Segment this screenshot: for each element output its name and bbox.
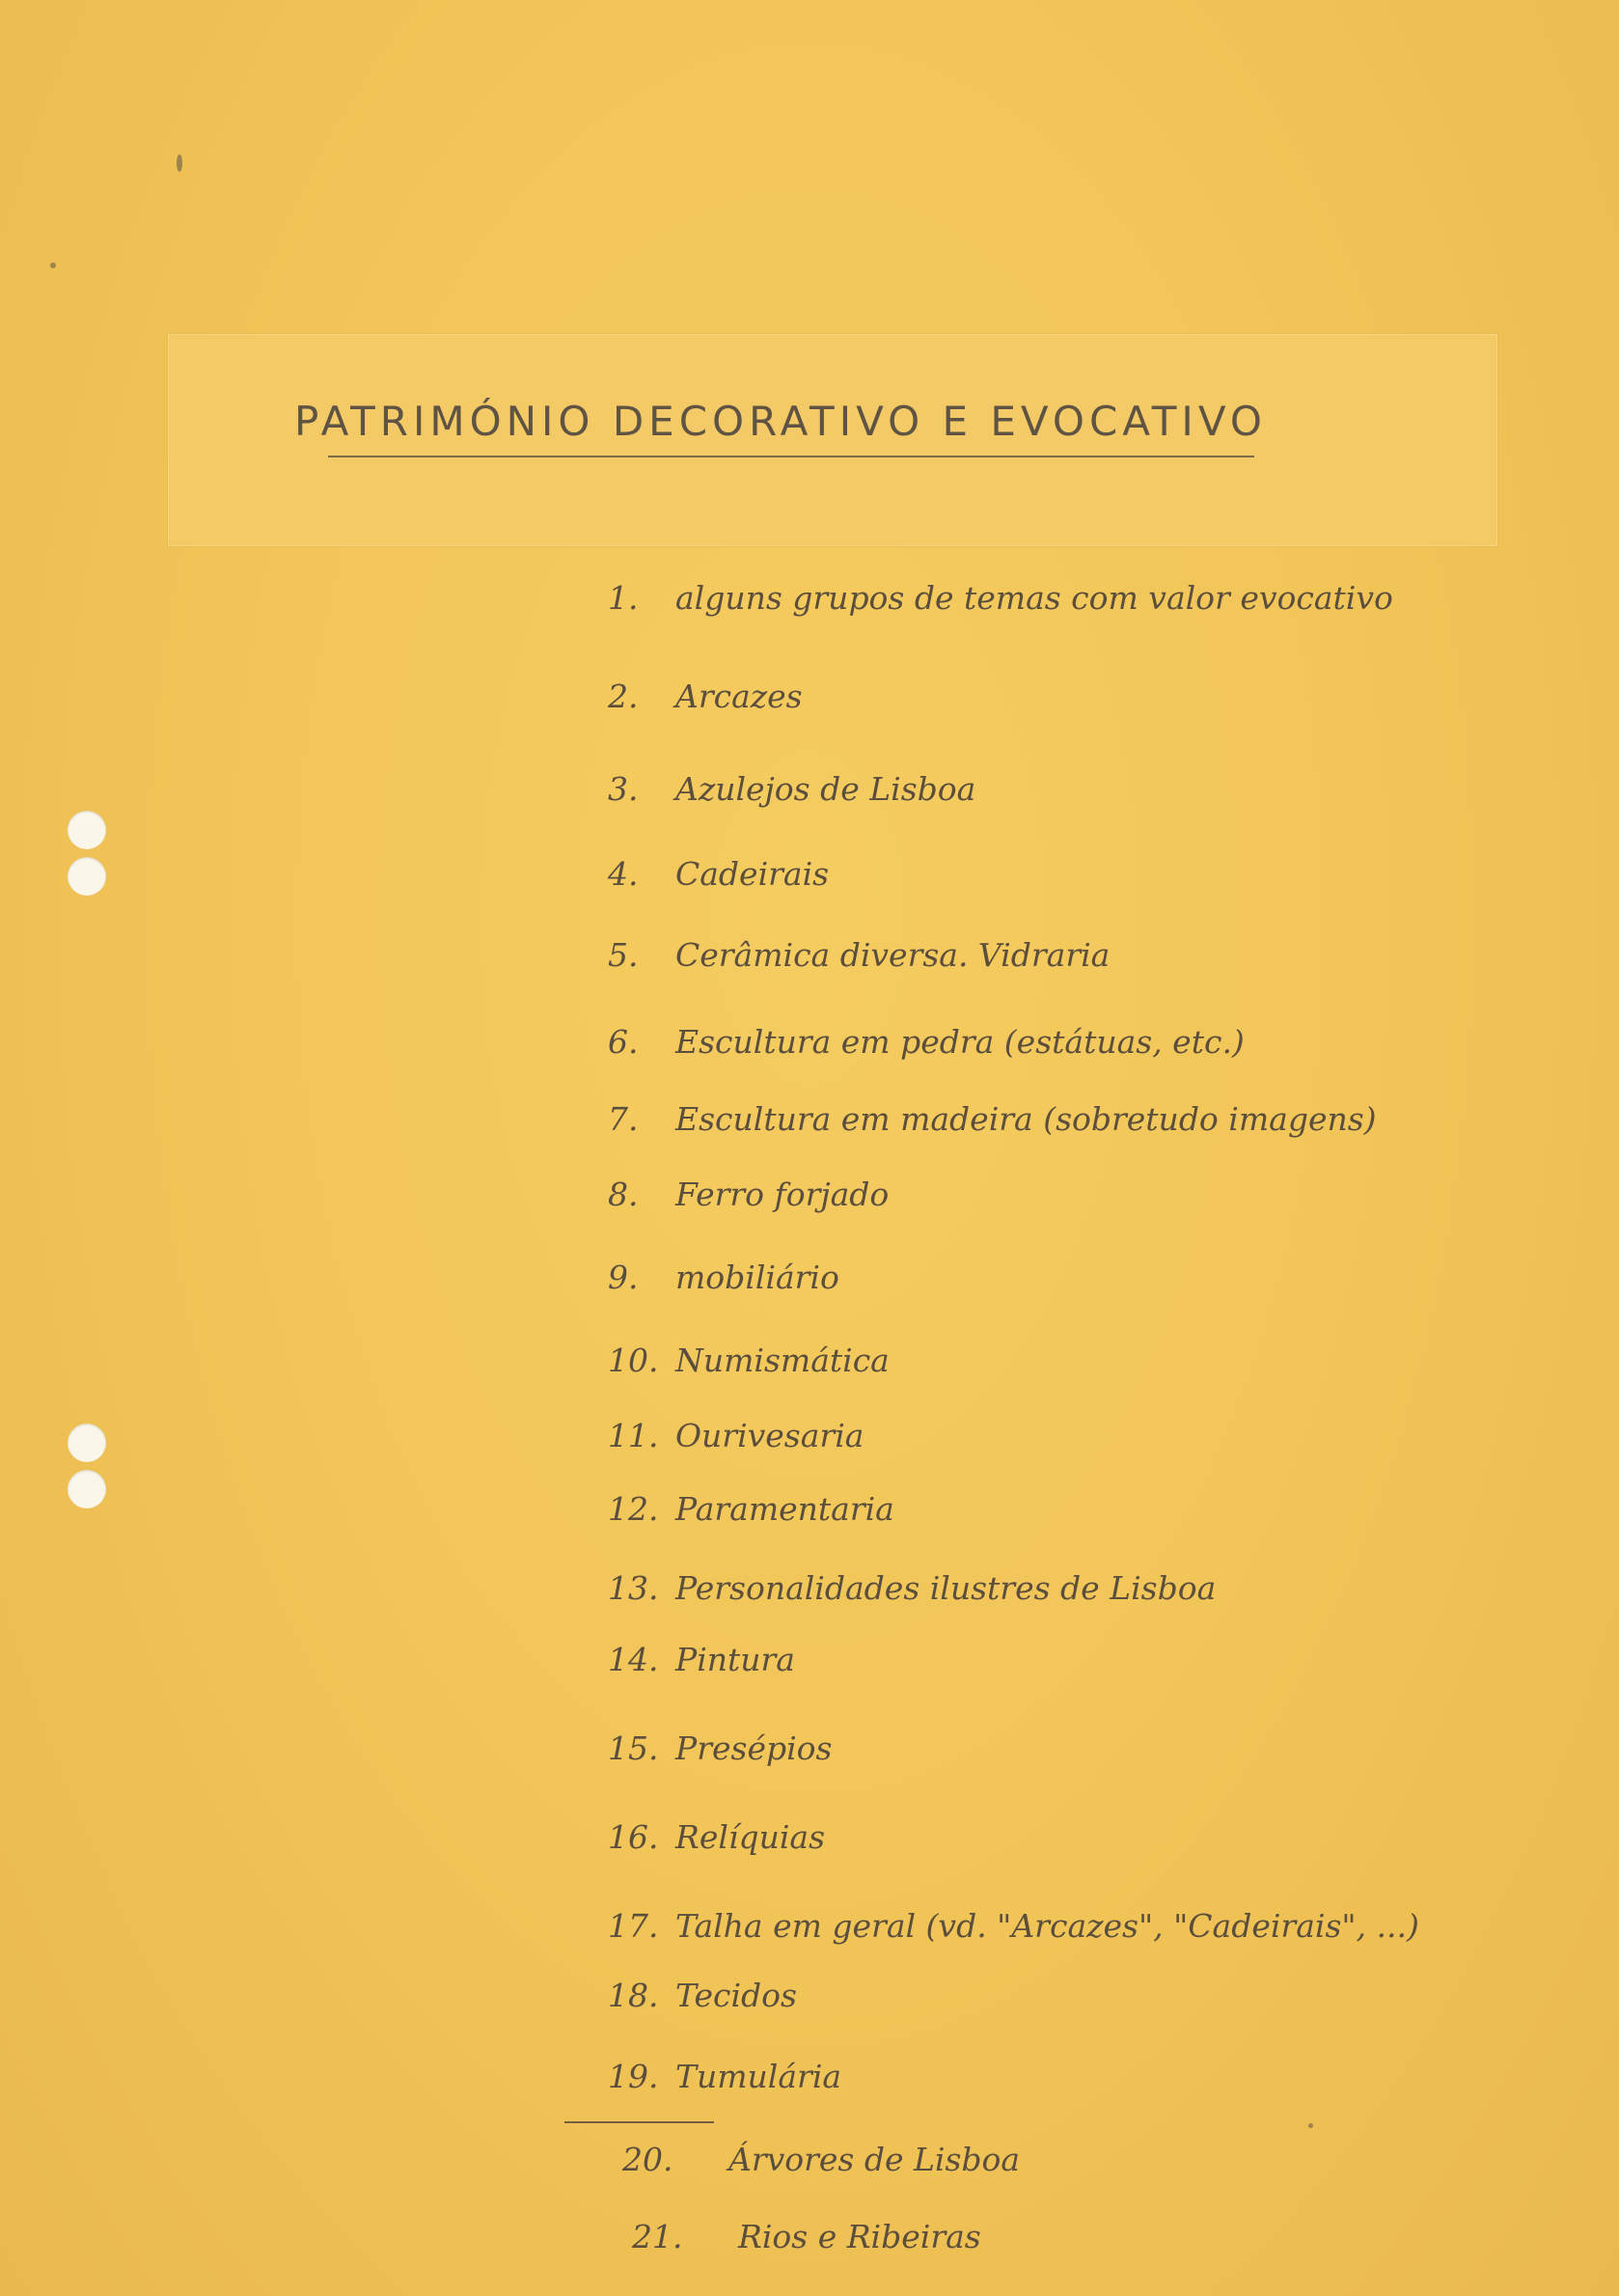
list-item bbox=[608, 1023, 1245, 1061]
item-number: 9. bbox=[608, 1259, 639, 1296]
item-number: 10. bbox=[608, 1342, 659, 1379]
list-item bbox=[608, 1176, 889, 1213]
list-item bbox=[632, 2218, 981, 2255]
item-number: 17. bbox=[608, 1907, 659, 1945]
item-text: Paramentaria bbox=[675, 1490, 894, 1528]
item-text: Tecidos bbox=[675, 1977, 797, 2014]
item-text: mobiliário bbox=[675, 1259, 839, 1296]
item-text: Cadeirais bbox=[675, 855, 830, 893]
item-text: Personalidades ilustres de Lisboa bbox=[675, 1569, 1217, 1607]
list-item bbox=[608, 678, 803, 715]
ink-speck bbox=[50, 263, 56, 268]
list-item bbox=[608, 1977, 797, 2014]
item-text: Escultura em pedra (estátuas, etc.) bbox=[675, 1023, 1245, 1061]
item-text: Presépios bbox=[675, 1729, 833, 1767]
item-text: Árvores de Lisboa bbox=[728, 2141, 1021, 2178]
item-number: 1. bbox=[608, 579, 639, 617]
item-number: 12. bbox=[608, 1490, 659, 1528]
list-item bbox=[608, 2058, 841, 2095]
punch-hole bbox=[68, 1470, 106, 1508]
item-text: Cerâmica diversa. Vidraria bbox=[675, 936, 1111, 974]
list-item bbox=[608, 1342, 890, 1379]
list-item bbox=[608, 1100, 1377, 1138]
list-item bbox=[608, 1907, 1419, 1945]
item-number: 2. bbox=[608, 678, 639, 715]
ink-speck bbox=[177, 154, 182, 172]
item-number: 5. bbox=[608, 936, 639, 974]
item-number: 4. bbox=[608, 855, 639, 893]
title-underline bbox=[328, 456, 1254, 457]
list-item bbox=[608, 770, 975, 808]
item-number: 20. bbox=[622, 2141, 673, 2178]
list-item bbox=[622, 2141, 1020, 2178]
item-number: 11. bbox=[608, 1417, 659, 1454]
item-text: Relíquias bbox=[675, 1818, 826, 1856]
item-number: 13. bbox=[608, 1569, 659, 1607]
list-item bbox=[608, 579, 1393, 617]
list-item bbox=[608, 936, 1110, 974]
list-item bbox=[608, 1490, 894, 1528]
list-item bbox=[608, 1259, 839, 1296]
item-text: Azulejos de Lisboa bbox=[675, 770, 976, 808]
item-number: 8. bbox=[608, 1176, 639, 1213]
item-text: Numismática bbox=[675, 1342, 890, 1379]
item-number: 6. bbox=[608, 1023, 639, 1061]
item-number: 16. bbox=[608, 1818, 659, 1856]
item-text: Ferro forjado bbox=[675, 1176, 890, 1213]
list-item bbox=[608, 1569, 1216, 1607]
item-text: Rios e Ribeiras bbox=[738, 2218, 981, 2255]
item-text: alguns grupos de temas com valor evocativo bbox=[675, 579, 1393, 617]
list-item bbox=[608, 1417, 864, 1454]
punch-hole bbox=[68, 1424, 106, 1462]
item-number: 19. bbox=[608, 2058, 659, 2095]
list-item bbox=[608, 1641, 795, 1678]
item-text: Pintura bbox=[675, 1641, 795, 1678]
item-number: 18. bbox=[608, 1977, 659, 2014]
list-item bbox=[608, 1729, 832, 1767]
item-number: 3. bbox=[608, 770, 639, 808]
item-text: Tumulária bbox=[675, 2058, 842, 2095]
page-title: PATRIMÓNIO DECORATIVO E EVOCATIVO bbox=[294, 398, 1267, 445]
item-text: Talha em geral (vd. "Arcazes", "Cadeirais", ...) bbox=[675, 1907, 1419, 1945]
item-text: Arcazes bbox=[675, 678, 803, 715]
list-item bbox=[608, 1818, 825, 1856]
item-text: Ourivesaria bbox=[675, 1417, 864, 1454]
item-text: Escultura em madeira (sobretudo imagens) bbox=[675, 1100, 1377, 1138]
item-number: 14. bbox=[608, 1641, 659, 1678]
punch-hole bbox=[68, 857, 106, 896]
list-item bbox=[608, 855, 829, 893]
item-number: 21. bbox=[632, 2218, 683, 2255]
item-number: 15. bbox=[608, 1729, 659, 1767]
list-divider bbox=[564, 2121, 714, 2123]
item-number: 7. bbox=[608, 1100, 639, 1138]
ink-speck bbox=[1308, 2123, 1313, 2128]
punch-hole bbox=[68, 811, 106, 849]
